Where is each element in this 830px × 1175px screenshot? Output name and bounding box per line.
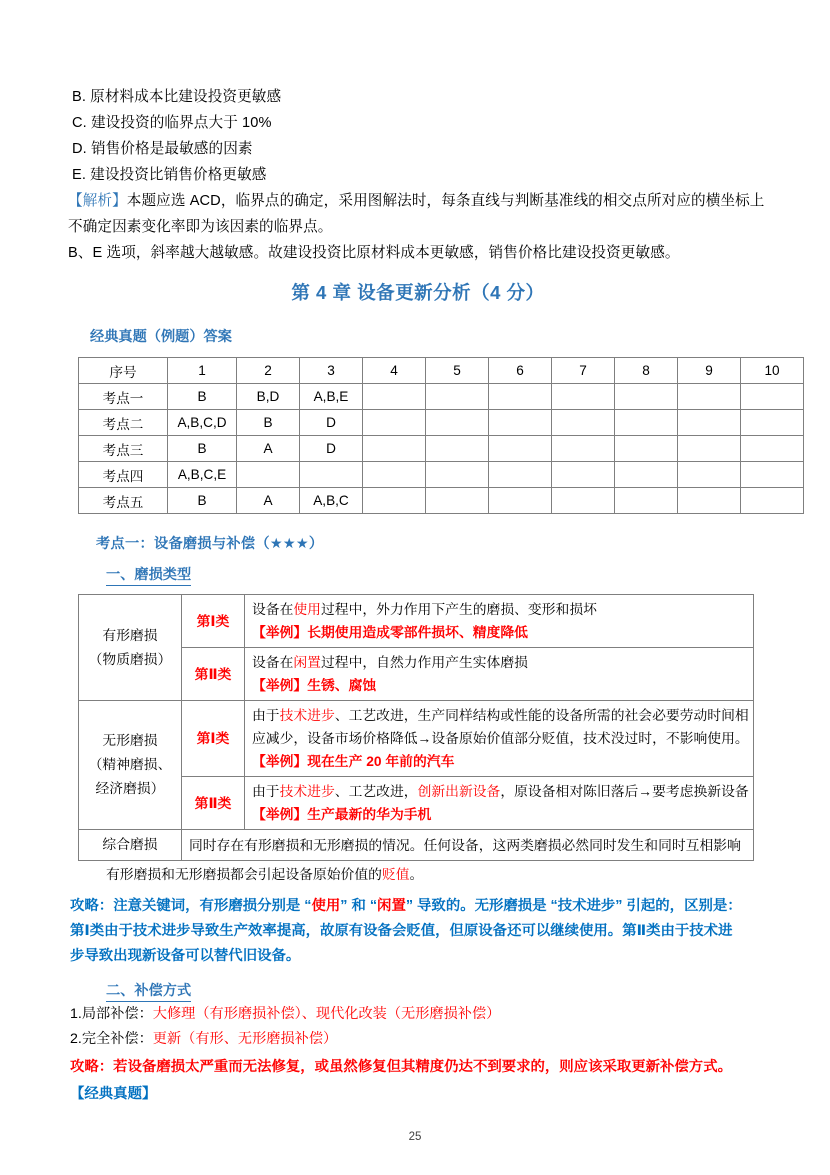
answers-cell: [426, 462, 489, 488]
example-label: 【举例】: [252, 625, 308, 640]
answers-col-2: 2: [237, 358, 300, 384]
chapter-title: 第 4 章 设备更新分析（4 分）: [291, 282, 545, 303]
table-row: [79, 410, 804, 436]
answers-col-5: 5: [426, 358, 489, 384]
wear-category-line2: （物质磨损）: [88, 651, 172, 667]
text-pre: 由于: [252, 784, 280, 799]
answers-col-7: 7: [552, 358, 615, 384]
wear-category-line2: （精神磨损、: [88, 757, 172, 772]
answers-cell: [489, 462, 552, 488]
page-number: 25: [408, 1131, 422, 1143]
text-pre: 设备在: [252, 655, 294, 670]
answers-cell: [741, 384, 804, 410]
answers-cell: [615, 410, 678, 436]
wear-description-line: [252, 598, 748, 621]
text-post: ，原设备相对陈旧落后→要考虑换新设备: [500, 784, 749, 799]
answers-cell: [363, 462, 426, 488]
table-row: [79, 595, 754, 648]
answers-cell: [678, 410, 741, 436]
strategy-highlight-2: 闲置: [377, 898, 406, 914]
wear-description: [245, 777, 754, 830]
answers-cell: [489, 384, 552, 410]
answers-col-6: 6: [489, 358, 552, 384]
answers-cell: [489, 436, 552, 462]
wear-example-line: [252, 621, 748, 644]
answers-cell: B: [168, 436, 237, 462]
answers-cell: [363, 410, 426, 436]
example-text: 生产最新的华为手机: [307, 807, 432, 822]
text-mid: 、工艺改进，: [334, 784, 418, 799]
table-row: [79, 384, 804, 410]
answers-col-0: 序号: [79, 358, 168, 384]
answers-cell: [741, 436, 804, 462]
wear-description-line: [252, 704, 748, 727]
answers-cell: B,D: [237, 384, 300, 410]
strategy-label: 攻略：: [70, 898, 114, 914]
answers-header-row: [79, 358, 804, 384]
answers-cell: [426, 436, 489, 462]
answers-cell: [489, 410, 552, 436]
compensation-highlight: 大修理（有形磨损补偿）、现代化改装（无形磨损补偿）: [152, 1006, 501, 1022]
answers-cell: A,B,C: [300, 488, 363, 514]
wear-example-line: [252, 750, 748, 773]
wear-category-tangible: [79, 595, 182, 701]
table-row: [79, 436, 804, 462]
answers-heading: 经典真题（例题）答案: [90, 329, 232, 345]
answers-col-10: 10: [741, 358, 804, 384]
options-block: [68, 84, 768, 188]
answers-cell: [678, 488, 741, 514]
answers-col-8: 8: [615, 358, 678, 384]
answers-cell: [552, 488, 615, 514]
table-row: [79, 701, 754, 777]
answers-cell: [678, 384, 741, 410]
wear-kind-label: 第Ⅱ类: [182, 648, 245, 701]
analysis-line-3: B、E 选项，斜率越大越敏感。故建设投资比原材料成本更敏感，销售价格比建设投资更敏感。: [68, 245, 680, 261]
answers-row-label: 考点三: [79, 436, 168, 462]
section-one-heading-wrap: [68, 553, 768, 586]
text-highlight: 闲置: [293, 655, 321, 670]
wear-kind-label: 第Ⅰ类: [182, 701, 245, 777]
table-row: [79, 488, 804, 514]
answers-row-label: 考点五: [79, 488, 168, 514]
compensation-line-1: [70, 1002, 768, 1027]
wear-description-line: [252, 780, 748, 803]
strategy-block-1: [70, 894, 768, 969]
answers-cell: A: [237, 488, 300, 514]
answers-col-9: 9: [678, 358, 741, 384]
compensation-line-2: [70, 1027, 768, 1052]
answers-table-body: [79, 358, 804, 514]
text-highlight: 使用: [293, 602, 321, 617]
answers-cell: [615, 436, 678, 462]
section-two-heading: 二、补偿方式: [106, 980, 191, 1002]
answers-col-4: 4: [363, 358, 426, 384]
answers-table: [78, 357, 804, 514]
answers-col-1: 1: [168, 358, 237, 384]
answers-cell: [678, 462, 741, 488]
answers-cell: A,B,E: [300, 384, 363, 410]
answers-cell: B: [168, 384, 237, 410]
after-table-line: [106, 863, 768, 887]
analysis-line-2: 不确定因素变化率即为该因素的临界点。: [68, 219, 333, 235]
answers-cell: [426, 410, 489, 436]
answers-cell: [552, 462, 615, 488]
strategy-line-1: [70, 894, 768, 919]
wear-category-line1: 无形磨损: [102, 733, 158, 748]
wear-kind-label: 第Ⅰ类: [182, 595, 245, 648]
example-label: 【举例】: [252, 807, 308, 822]
example-label: 【举例】: [252, 754, 308, 769]
wear-description-line: [252, 651, 748, 674]
strategy-part-1: 注意关键词，有形磨损分别是 “: [113, 898, 312, 914]
analysis-line-1: [68, 188, 768, 214]
wear-description-line-2: 应减少，设备市场价格降低→设备原始价值部分贬值，技术没过时，不影响使用。: [252, 731, 749, 746]
answers-cell: [615, 488, 678, 514]
wear-category-line1: 有形磨损: [102, 627, 158, 643]
answers-row-label: 考点四: [79, 462, 168, 488]
answers-cell: [615, 384, 678, 410]
answers-cell: [678, 436, 741, 462]
strategy-line-3: 步导致出现新设备可以替代旧设备。: [70, 948, 301, 964]
wear-description-comprehensive: 同时存在有形磨损和无形磨损的情况。任何设备，这两类磨损必然同时发生和同时互相影响: [182, 830, 754, 861]
strategy-part-2: ” 和 “: [340, 898, 378, 914]
option-c: C. 建设投资的临界点大于 10%: [72, 115, 272, 131]
answers-cell: A: [237, 436, 300, 462]
after-table-post: 。: [409, 867, 424, 882]
answers-cell: [363, 436, 426, 462]
text-highlight-1: 技术进步: [279, 784, 335, 799]
wear-category-line3: 经济磨损）: [95, 781, 165, 796]
answers-cell: B: [237, 410, 300, 436]
wear-kind-label: 第Ⅱ类: [182, 777, 245, 830]
answers-cell: [552, 384, 615, 410]
wear-category-comprehensive: 综合磨损: [79, 830, 182, 861]
strategy-part-3: ” 导致的。无形磨损是 “技术进步” 引起的，区别是：: [405, 898, 742, 914]
wear-description: [245, 701, 754, 777]
answers-cell: [489, 488, 552, 514]
example-text: 长期使用造成零部件损坏、精度降低: [307, 625, 528, 640]
wear-example-line: [252, 803, 748, 826]
section-two-heading-wrap: [68, 969, 768, 1002]
answers-cell: [741, 410, 804, 436]
answers-row-label: 考点一: [79, 384, 168, 410]
answers-cell: B: [168, 488, 237, 514]
text-highlight: 技术进步: [279, 708, 335, 723]
answers-cell: [552, 410, 615, 436]
strategy-line-2: 第Ⅰ类由于技术进步导致生产效率提高，故原有设备会贬值，但原设备还可以继续使用。第Ⅱ类由于技术进: [70, 923, 733, 939]
answers-cell: D: [300, 436, 363, 462]
wear-category-intangible: [79, 701, 182, 830]
strategy-block-2: 攻略：若设备磨损太严重而无法修复，或虽然修复但其精度仍达不到要求的，则应该采取更新补偿方式。: [70, 1059, 732, 1075]
answers-col-3: 3: [300, 358, 363, 384]
wear-types-table: [78, 594, 754, 861]
option-b: B. 原材料成本比建设投资更敏感: [72, 89, 282, 105]
compensation-prefix: 2.完全补偿：: [70, 1031, 153, 1047]
answers-cell: [552, 436, 615, 462]
wear-example-line: [252, 674, 748, 697]
after-table-highlight: 贬值: [381, 867, 410, 882]
text-highlight-2: 创新出新设备: [417, 784, 501, 799]
answers-row-label: 考点二: [79, 410, 168, 436]
answers-cell: [237, 462, 300, 488]
wear-description: [245, 648, 754, 701]
answers-cell: [615, 462, 678, 488]
compensation-highlight: 更新（有形、无形磨损补偿）: [152, 1031, 338, 1047]
answers-cell: [426, 384, 489, 410]
option-e: E. 建设投资比销售价格更敏感: [72, 167, 267, 183]
answers-cell: [741, 462, 804, 488]
table-row: [79, 462, 804, 488]
analysis-label: 【解析】: [68, 193, 127, 209]
answers-cell: A,B,C,E: [168, 462, 237, 488]
analysis-text-1: 本题应选 ACD，临界点的确定，采用图解法时，每条直线与判断基准线的相交点所对应的横坐标上: [126, 193, 765, 209]
wear-types-table-body: [79, 595, 754, 861]
answers-cell: [426, 488, 489, 514]
text-post: 过程中，外力作用下产生的磨损、变形和损坏: [320, 602, 597, 617]
answers-cell: [741, 488, 804, 514]
classic-question-label: 【经典真题】: [70, 1086, 157, 1102]
text-post: 、工艺改进，生产同样结构或性能的设备所需的社会必要劳动时间相: [334, 708, 749, 723]
after-table-pre: 有形磨损和无形磨损都会引起设备原始价值的: [106, 867, 382, 882]
answers-cell: A,B,C,D: [168, 410, 237, 436]
answers-cell: [363, 488, 426, 514]
option-d: D. 销售价格是最敏感的因素: [72, 141, 253, 157]
example-label: 【举例】: [252, 678, 308, 693]
table-row: [79, 830, 754, 861]
answers-cell: D: [300, 410, 363, 436]
compensation-prefix: 1.局部补偿：: [70, 1006, 153, 1022]
answers-cell: [300, 462, 363, 488]
point-one-heading: 考点一：设备磨损与补偿（★★★）: [96, 536, 324, 552]
text-pre: 由于: [252, 708, 280, 723]
text-post: 过程中，自然力作用产生实体磨损: [320, 655, 528, 670]
section-one-heading: 一、磨损类型: [106, 564, 191, 586]
example-text: 生锈、腐蚀: [307, 678, 377, 693]
example-text: 现在生产 20 年前的汽车: [307, 754, 455, 769]
answers-cell: [363, 384, 426, 410]
strategy-highlight-1: 使用: [311, 898, 341, 914]
wear-description: [245, 595, 754, 648]
text-pre: 设备在: [252, 602, 294, 617]
